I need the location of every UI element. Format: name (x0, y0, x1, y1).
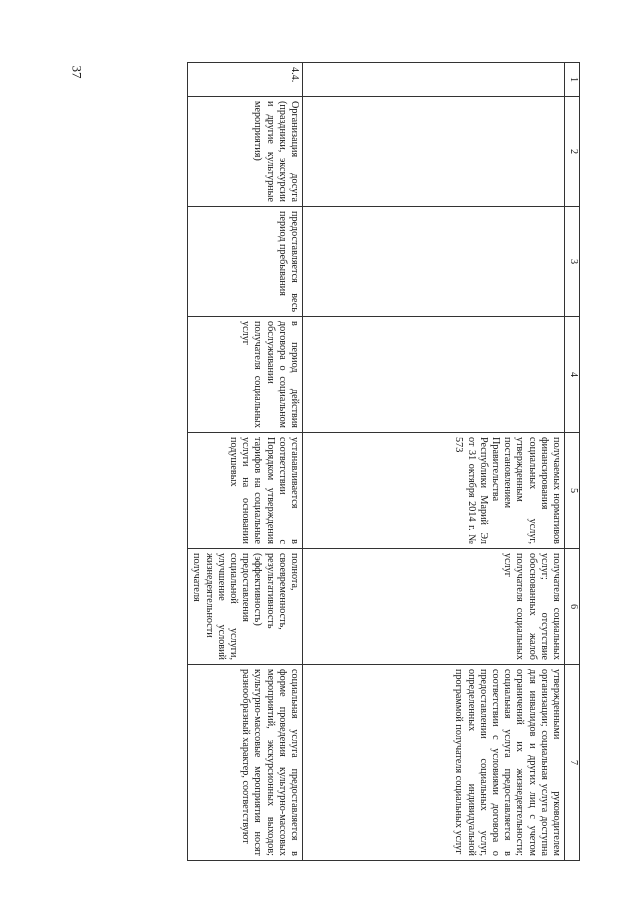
rotated-table-frame (100, 62, 580, 860)
cont-cell-7: утвержденными руководителем организации; социальная услуга доступна для инвалидов и других лиц с учетом ограничений их жизнедеятельности; социальная услуга предоставляется в соответствии с условиями договора о предоставлении социальных услуг, определенных индивидуальной программой получателя социальных услуг (303, 665, 565, 861)
header-cell-2: 2 (565, 97, 580, 207)
cont-cell-3 (303, 207, 565, 317)
row44-cell-7: социальная услуга предоставляется в форме проведения культурно-массовых мероприятий, экскурсионных выходов; культурно-массовые мероприятия носят разнообразный характер, соответствуют (188, 665, 303, 861)
cont-cell-6: получателя социальных услуг; отсутствие обоснованных жалоб получателя социальных услуг (303, 549, 565, 665)
services-table (187, 62, 580, 861)
row44-cell-4: в период действия договора о социальном обслуживании получателя социальных услуг (188, 317, 303, 433)
header-cell-4: 4 (565, 317, 580, 433)
cont-cell-4 (303, 317, 565, 433)
header-cell-6: 6 (565, 549, 580, 665)
header-cell-5: 5 (565, 433, 580, 549)
cont-cell-5: получаемых нормативов финансирования социальных услуг, утвержденным постановлением Правительства Республики Марий Эл от 31 октября 2014 г. № 573 (303, 433, 565, 549)
table-row-continuation (303, 63, 565, 861)
row44-cell-5: устанавливается в соответствии с Порядком утверждения тарифов на социальные услуги на основании подушевых (188, 433, 303, 549)
table-row-4-4 (188, 63, 303, 861)
page-number: 37 (69, 65, 85, 79)
header-cell-3: 3 (565, 207, 580, 317)
row44-cell-2: Организация досуга (праздники, экскурсии и другие культурные мероприятия) (188, 97, 303, 207)
row44-cell-6: полнота, своевременность, результативность (эффективность) предоставления социальной услуги, улучшение условий жизнедеятельности получателя (188, 549, 303, 665)
row44-cell-1: 4.4. (188, 63, 303, 97)
header-cell-7: 7 (565, 665, 580, 861)
header-row (565, 63, 580, 861)
cont-cell-2 (303, 97, 565, 207)
row44-cell-3: предоставляется весь период пребывания (188, 207, 303, 317)
cont-cell-1 (303, 63, 565, 97)
header-cell-1: 1 (565, 63, 580, 97)
